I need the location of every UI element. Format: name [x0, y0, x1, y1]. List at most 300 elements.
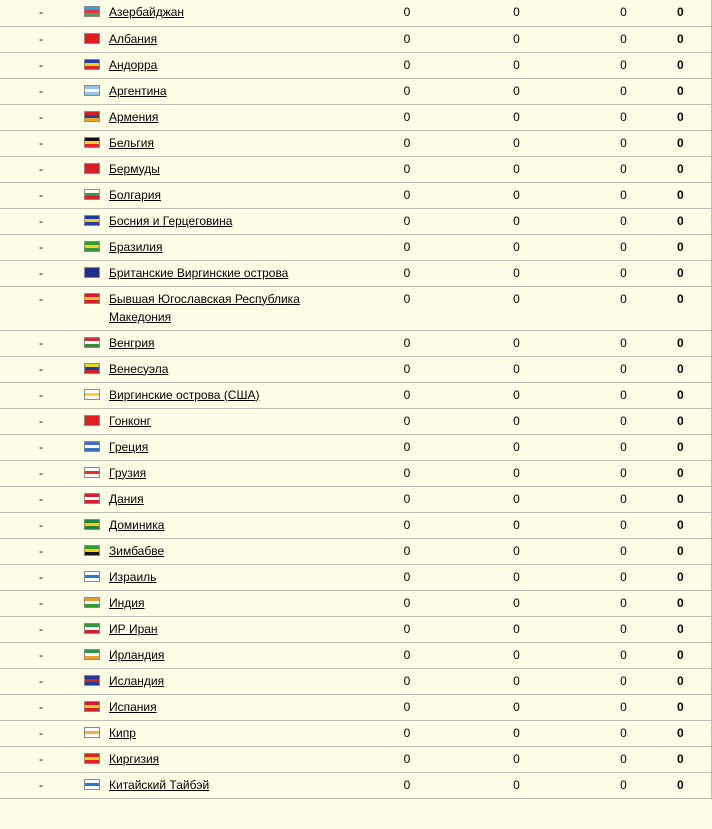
rank-value: - [39, 673, 43, 688]
table-row [0, 538, 711, 564]
total-count: 0 [677, 109, 684, 124]
total-count: 0 [677, 291, 684, 306]
silver-count-cell [463, 746, 570, 772]
total-cell [677, 564, 711, 590]
gold-count: 0 [403, 725, 411, 740]
flag-cell [84, 694, 104, 720]
silver-count: 0 [513, 187, 520, 202]
gold-count-cell [351, 330, 463, 356]
total-cell [677, 182, 711, 208]
gold-count-cell [351, 642, 463, 668]
total-count: 0 [677, 595, 684, 610]
silver-count: 0 [513, 335, 520, 350]
gold-count: 0 [403, 517, 411, 532]
total-cell [677, 434, 711, 460]
silver-count-cell [463, 694, 570, 720]
total-count: 0 [677, 387, 684, 402]
silver-count: 0 [513, 673, 520, 688]
country-cell [104, 642, 351, 668]
country-cell [104, 78, 351, 104]
gold-count: 0 [403, 699, 411, 714]
bronze-count-cell [570, 590, 677, 616]
country-cell [104, 0, 351, 26]
flag-cell [84, 130, 104, 156]
total-cell [677, 408, 711, 434]
gold-count-cell [351, 408, 463, 434]
total-count: 0 [677, 361, 684, 376]
country-link[interactable]: Греция [109, 439, 149, 454]
country-link[interactable]: Бельгия [109, 135, 154, 150]
silver-count-cell [463, 330, 570, 356]
flag-cell [84, 746, 104, 772]
country-cell [104, 486, 351, 512]
country-link[interactable]: Грузия [109, 465, 147, 480]
silver-count-cell [463, 208, 570, 234]
spain-flag-icon [84, 701, 100, 712]
rank-value: - [39, 83, 43, 98]
flag-cell [84, 434, 104, 460]
silver-count: 0 [513, 31, 520, 46]
venezuela-flag-icon [84, 363, 100, 374]
country-cell [104, 330, 351, 356]
flag-cell [84, 590, 104, 616]
belgium-flag-icon [84, 137, 100, 148]
gold-count-cell [351, 668, 463, 694]
gold-count: 0 [403, 31, 411, 46]
country-cell [104, 772, 351, 798]
total-count: 0 [677, 621, 684, 636]
silver-count: 0 [513, 413, 520, 428]
rank-cell [0, 26, 84, 52]
gold-count: 0 [403, 569, 411, 584]
table-row [0, 330, 711, 356]
silver-count-cell [463, 182, 570, 208]
country-cell [104, 130, 351, 156]
silver-count-cell [463, 78, 570, 104]
country-cell [104, 746, 351, 772]
bronze-count: 0 [620, 57, 627, 72]
gold-count: 0 [403, 361, 411, 376]
gold-count-cell [351, 616, 463, 642]
rank-value: - [39, 413, 43, 428]
rank-value: - [39, 135, 43, 150]
silver-count-cell [463, 104, 570, 130]
bronze-count: 0 [620, 777, 627, 792]
silver-count-cell [463, 720, 570, 746]
gold-count-cell [351, 590, 463, 616]
total-cell [677, 0, 711, 26]
bronze-count-cell [570, 286, 677, 330]
country-link[interactable]: Бермуды [109, 161, 160, 176]
total-count: 0 [677, 335, 684, 350]
silver-count-cell [463, 234, 570, 260]
bronze-count: 0 [620, 83, 627, 98]
gold-count-cell [351, 434, 463, 460]
total-cell [677, 772, 711, 798]
silver-count-cell [463, 668, 570, 694]
india-flag-icon [84, 597, 100, 608]
silver-count: 0 [513, 569, 520, 584]
flag-cell [84, 564, 104, 590]
table-row [0, 260, 711, 286]
gold-count: 0 [403, 751, 411, 766]
bronze-count: 0 [620, 699, 627, 714]
country-link[interactable]: Испания [109, 699, 157, 714]
table-row [0, 694, 711, 720]
silver-count-cell [463, 538, 570, 564]
silver-count: 0 [513, 647, 520, 662]
gold-count-cell [351, 104, 463, 130]
bronze-count-cell [570, 234, 677, 260]
bronze-count-cell [570, 434, 677, 460]
country-link[interactable]: Зимбабве [109, 543, 165, 558]
rank-cell [0, 408, 84, 434]
table-row [0, 616, 711, 642]
gold-count-cell [351, 720, 463, 746]
table-row [0, 642, 711, 668]
total-count: 0 [677, 465, 684, 480]
country-link[interactable]: Британские Виргинские острова [109, 265, 289, 280]
flag-cell [84, 260, 104, 286]
silver-count: 0 [513, 543, 520, 558]
bronze-count: 0 [620, 135, 627, 150]
table-row [0, 26, 711, 52]
rank-value: - [39, 699, 43, 714]
silver-count: 0 [513, 361, 520, 376]
flag-cell [84, 78, 104, 104]
bronze-count: 0 [620, 161, 627, 176]
gold-count-cell [351, 26, 463, 52]
table-row [0, 286, 711, 330]
total-count: 0 [677, 517, 684, 532]
rank-value: - [39, 621, 43, 636]
bosnia-flag-icon [84, 215, 100, 226]
country-link[interactable]: Кипр [109, 725, 136, 740]
country-link[interactable]: Исландия [109, 673, 165, 688]
gold-count: 0 [403, 161, 411, 176]
rank-cell [0, 616, 84, 642]
flag-cell [84, 330, 104, 356]
flag-cell [84, 668, 104, 694]
total-cell [677, 286, 711, 330]
silver-count: 0 [513, 777, 520, 792]
bronze-count-cell [570, 616, 677, 642]
silver-count: 0 [513, 239, 520, 254]
silver-count: 0 [513, 291, 520, 306]
table-row [0, 78, 711, 104]
total-count: 0 [677, 135, 684, 150]
country-cell [104, 408, 351, 434]
macedonia-flag-icon [84, 293, 100, 304]
kyrgyzstan-flag-icon [84, 753, 100, 764]
bronze-count: 0 [620, 439, 627, 454]
rank-value: - [39, 57, 43, 72]
gold-count-cell [351, 694, 463, 720]
gold-count: 0 [403, 239, 411, 254]
total-count: 0 [677, 187, 684, 202]
country-link[interactable]: Индия [109, 595, 145, 610]
flag-cell [84, 486, 104, 512]
country-cell [104, 104, 351, 130]
country-cell [104, 434, 351, 460]
bronze-count: 0 [620, 291, 627, 306]
bronze-count: 0 [620, 751, 627, 766]
rank-cell [0, 460, 84, 486]
total-cell [677, 260, 711, 286]
gold-count: 0 [403, 777, 411, 792]
bronze-count: 0 [620, 595, 627, 610]
table-row [0, 668, 711, 694]
country-link[interactable]: Киргизия [109, 751, 160, 766]
total-cell [677, 746, 711, 772]
country-cell [104, 26, 351, 52]
gold-count-cell [351, 260, 463, 286]
flag-cell [84, 616, 104, 642]
rank-value: - [39, 265, 43, 280]
bronze-count-cell [570, 182, 677, 208]
silver-count: 0 [513, 387, 520, 402]
gold-count-cell [351, 156, 463, 182]
bronze-count-cell [570, 512, 677, 538]
rank-cell [0, 772, 84, 798]
country-cell [104, 156, 351, 182]
silver-count: 0 [513, 5, 520, 19]
gold-count: 0 [403, 647, 411, 662]
silver-count-cell [463, 590, 570, 616]
total-cell [677, 330, 711, 356]
cyprus-flag-icon [84, 727, 100, 738]
iceland-flag-icon [84, 675, 100, 686]
total-cell [677, 356, 711, 382]
silver-count-cell [463, 356, 570, 382]
gold-count: 0 [403, 621, 411, 636]
bvi-flag-icon [84, 267, 100, 278]
total-cell [677, 26, 711, 52]
gold-count-cell [351, 78, 463, 104]
gold-count-cell [351, 486, 463, 512]
country-cell [104, 356, 351, 382]
silver-count-cell [463, 616, 570, 642]
flag-cell [84, 772, 104, 798]
bronze-count-cell [570, 156, 677, 182]
rank-value: - [39, 187, 43, 202]
rank-cell [0, 182, 84, 208]
table-row [0, 486, 711, 512]
country-cell [104, 286, 351, 330]
silver-count-cell [463, 130, 570, 156]
flag-cell [84, 538, 104, 564]
total-cell [677, 668, 711, 694]
country-link[interactable]: Албания [109, 31, 158, 46]
country-link[interactable]: ИР Иран [109, 621, 158, 636]
total-count: 0 [677, 647, 684, 662]
silver-count-cell [463, 512, 570, 538]
gold-count-cell [351, 460, 463, 486]
country-link[interactable]: Армения [109, 109, 159, 124]
table-row [0, 746, 711, 772]
rank-value: - [39, 239, 43, 254]
denmark-flag-icon [84, 493, 100, 504]
country-link[interactable]: Китайский Тайбэй [109, 777, 210, 792]
rank-cell [0, 52, 84, 78]
rank-value: - [39, 109, 43, 124]
country-link[interactable]: Венгрия [109, 335, 155, 350]
silver-count-cell [463, 486, 570, 512]
gold-count: 0 [403, 57, 411, 72]
rank-cell [0, 486, 84, 512]
country-cell [104, 538, 351, 564]
country-link[interactable]: Дания [109, 491, 144, 506]
total-cell [677, 616, 711, 642]
bronze-count-cell [570, 460, 677, 486]
bronze-count: 0 [620, 31, 627, 46]
silver-count: 0 [513, 725, 520, 740]
table-row [0, 590, 711, 616]
country-cell [104, 382, 351, 408]
hungary-flag-icon [84, 337, 100, 348]
gold-count-cell [351, 0, 463, 26]
silver-count: 0 [513, 517, 520, 532]
country-link[interactable]: Бразилия [109, 239, 163, 254]
rank-cell [0, 0, 84, 26]
flag-cell [84, 0, 104, 26]
country-link[interactable]: Израиль [109, 569, 157, 584]
bermuda-flag-icon [84, 163, 100, 174]
rank-value: - [39, 439, 43, 454]
flag-cell [84, 104, 104, 130]
argentina-flag-icon [84, 85, 100, 96]
total-cell [677, 538, 711, 564]
bronze-count-cell [570, 26, 677, 52]
rank-cell [0, 382, 84, 408]
country-link[interactable]: Виргинские острова (США) [109, 387, 260, 402]
silver-count-cell [463, 564, 570, 590]
gold-count: 0 [403, 187, 411, 202]
country-link[interactable]: Доминика [109, 517, 165, 532]
rank-value: - [39, 647, 43, 662]
table-row [0, 382, 711, 408]
gold-count: 0 [403, 491, 411, 506]
gold-count-cell [351, 286, 463, 330]
country-link[interactable]: Андорра [109, 57, 158, 72]
country-link[interactable]: Бывшая Югославская Республика Македония [109, 291, 300, 324]
table-row [0, 52, 711, 78]
flag-cell [84, 460, 104, 486]
country-cell [104, 260, 351, 286]
silver-count-cell [463, 460, 570, 486]
silver-count-cell [463, 642, 570, 668]
table-row [0, 182, 711, 208]
total-count: 0 [677, 543, 684, 558]
country-link[interactable]: Венесуэла [109, 361, 169, 376]
rank-cell [0, 286, 84, 330]
gold-count-cell [351, 356, 463, 382]
table-row [0, 408, 711, 434]
gold-count-cell [351, 130, 463, 156]
total-cell [677, 156, 711, 182]
rank-cell [0, 538, 84, 564]
rank-cell [0, 642, 84, 668]
country-link[interactable]: Гонконг [109, 413, 152, 428]
azerbaijan-flag-icon [84, 6, 100, 17]
rank-cell [0, 720, 84, 746]
total-cell [677, 52, 711, 78]
country-link[interactable]: Азербайджан [109, 5, 185, 19]
rank-cell [0, 156, 84, 182]
country-link[interactable]: Босния и Герцеговина [109, 213, 233, 228]
flag-cell [84, 408, 104, 434]
bronze-count-cell [570, 260, 677, 286]
total-count: 0 [677, 5, 684, 19]
rank-value: - [39, 465, 43, 480]
table-row [0, 156, 711, 182]
total-count: 0 [677, 161, 684, 176]
country-link[interactable]: Аргентина [109, 83, 167, 98]
table-row [0, 104, 711, 130]
bronze-count: 0 [620, 5, 627, 19]
bronze-count-cell [570, 0, 677, 26]
table-row [0, 0, 711, 26]
gold-count: 0 [403, 543, 411, 558]
bronze-count-cell [570, 486, 677, 512]
rank-value: - [39, 491, 43, 506]
bronze-count: 0 [620, 361, 627, 376]
table-row [0, 208, 711, 234]
bronze-count: 0 [620, 213, 627, 228]
flag-cell [84, 26, 104, 52]
silver-count: 0 [513, 621, 520, 636]
silver-count: 0 [513, 135, 520, 150]
israel-flag-icon [84, 571, 100, 582]
table-row [0, 720, 711, 746]
silver-count-cell [463, 52, 570, 78]
hongkong-flag-icon [84, 415, 100, 426]
gold-count: 0 [403, 465, 411, 480]
country-link[interactable]: Болгария [109, 187, 161, 202]
flag-cell [84, 720, 104, 746]
rank-value: - [39, 361, 43, 376]
table-row [0, 460, 711, 486]
silver-count-cell [463, 772, 570, 798]
total-count: 0 [677, 569, 684, 584]
gold-count: 0 [403, 413, 411, 428]
total-cell [677, 694, 711, 720]
total-count: 0 [677, 57, 684, 72]
rank-cell [0, 208, 84, 234]
bronze-count-cell [570, 720, 677, 746]
total-count: 0 [677, 491, 684, 506]
silver-count: 0 [513, 439, 520, 454]
rank-value: - [39, 595, 43, 610]
total-count: 0 [677, 439, 684, 454]
bronze-count: 0 [620, 621, 627, 636]
rank-cell [0, 330, 84, 356]
bronze-count-cell [570, 694, 677, 720]
table-row [0, 130, 711, 156]
gold-count: 0 [403, 439, 411, 454]
table-row [0, 772, 711, 798]
silver-count: 0 [513, 109, 520, 124]
gold-count: 0 [403, 83, 411, 98]
gold-count: 0 [403, 595, 411, 610]
silver-count-cell [463, 260, 570, 286]
flag-cell [84, 182, 104, 208]
bronze-count-cell [570, 78, 677, 104]
table-row [0, 434, 711, 460]
gold-count: 0 [403, 5, 411, 19]
country-link[interactable]: Ирландия [109, 647, 165, 662]
total-count: 0 [677, 725, 684, 740]
